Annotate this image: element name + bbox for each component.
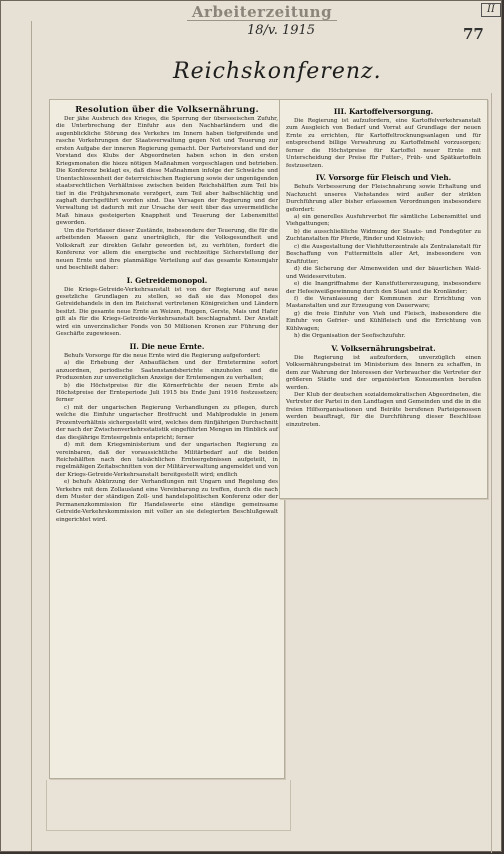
section-2-title: II. Die neue Ernte. [129,341,205,351]
intro-paragraph: Der jähe Ausbruch des Krieges, die Sperrung der überseeischen Zufuhr, die Unterbrechung der Einfuhr aus den Nachbarländern und die augenblickliche Störung des Verkehrs im Innern haben tiefgreifende und rasche Vorkehrungen der Staatsverwaltung gegen Not und Teuerung zur ersten Aufgabe der inneren Regierung gemacht. Der Parteivorstand und der Vorstand des Klubs der Abgeordneten haben schon in den ersten Kriegsmonaten die hiezu nötigen Maßnahmen vorgeschlagen und betrieben. Die Konferenz beklagt es, daß diese Maßnahmen infolge der Schwäche und Unentschlossenheit der österreichischen Regierung sowie der ungenügenden staatsrechtlichen Verhältnisse zwischen beiden Reichshälften zum Teil bis tief in die Frühjahrsmonate verzögert, zum Teil aber halbschlächtig und zaghaft durchgeführt worden sind. Das Versagen der Regierung und der Verwaltung ist dadurch mit zur Ursache der weit über das unvermeidliche Maß hinaus gesteigerten Knappheit und Teuerung der Lebensmittel geworden. [56,116,278,227]
handwritten-date: 18/v. 1915 [247,23,316,38]
resolution-headline: Resolution über die Volksernährung. [75,104,259,114]
paper-edge-right [491,93,492,853]
corner-mark: II [481,3,501,17]
section-2-item-d: d) mit dem Kriegsministerium und der ungarischen Regierung zu vereinbaren, daß der voraussichtliche Militärbedarf auf die beiden Reichshälften nach den tatsächlichen Ernteergebnissen aufgeteilt, in regelmäßigen Zeitabschnitten von der Militärverwaltung angemeldet und von der Kriegs-Getreide-Verkehrsanstalt bereitgestellt wird; endlich [56,442,278,478]
section-4-item-e: e) die Inangriffnahme der Kunstfuttererzeugung, insbesondere der Hefeeiweißgewinnung durch den Staat und die Kronländer; [286,281,481,295]
newspaper-title: Arbeiterzeitung [187,3,337,21]
section-3-title: III. Kartoffelversorgung. [333,107,434,116]
handwritten-heading: Reichskonferenz. [173,59,382,84]
section-3-text: Die Regierung ist aufzufordern, eine Kartoffelverkehrsanstalt zum Ausgleich von Bedarf und Vorrat auf Grundlage der neuen Ernte zu errichten, für Kartoffeltrocknungsanlagen und für entsprechend billige Verwahrung zu Kartoffelmehl vorzusorgen; ferner die Höchstpreise für Kartoffel neuer Ernte mit Unterscheidung der Preise für Futter-, Früh- und Spätkartoffeln festzusetzen. [286,118,481,169]
section-4-item-c: c) die Ausgestaltung der Viehfutterzentrale als Zentralanstalt für Beschaffung von Futtermitteln aller Art, insbesondere von Kraftfutter; [286,243,481,265]
section-5-text-2: Der Klub der deutschen sozialdemokratischen Abgeordneten, die Vertreter der Partei in den Landtagen und Gemeinden und die in die freien Hilfsorganisationen und Beiräte berufenen Parteigenossen werden beauftragt, für die Durchführung dieser Beschlüsse einzutreten. [286,391,481,428]
section-4-item-a: a) ein generelles Ausfuhrverbot für sämtliche Lebensmittel und Viehgattungen; [286,213,481,228]
section-4-item-h: h) die Organisation der Seefischzufuhr. [294,333,406,340]
section-4-intro: Behufs Verbesserung der Fleischnahrung sowie Erhaltung und Nachzucht unseres Viehstandes wird außer der strikten Durchführung aller bisher erlassenen Verordnungen insbesondere gefordert: [286,184,481,213]
section-4-item-b: b) die ausschließliche Widmung der Staats- und Fondsgüter zu Zuchtanstalten für Pferde, Rinder und Kleinvieh; [286,228,481,243]
section-1-title: I. Getreidemonopol. [126,275,208,285]
section-2-item-a: a) die Erhebung der Anbauflächen und der Erntetermine sofort anzuordnen, periodische Saatenstandsberichte einzuholen und die Produzenten zur unverzüglichen Anzeige der Erntemengen zu verhalten; [56,360,278,382]
section-2-item-e: e) behufs Abkürzung der Verhandlungen mit Ungarn und Regelung des Verkehrs mit dem Zollausland eine Vereinbarung zu treffen, durch die nach dem Muster der ständigen Zoll- und handelspolitischen Konferenz oder der Permanenzkommission für Handelswerte eine ständige gemeinsame Getreide-Verkehrskommission mit voller an sie delegierten Beschlußgewalt eingerichtet wird. [56,479,278,523]
clipping-right-column [279,99,488,499]
paper-edge-left [31,21,32,851]
section-2-item-c: c) mit der ungarischen Regierung Verhandlungen zu pflegen, durch welche die Einfuhr ungarischer Brotfrucht und Mahlprodukte in jenem Prozentverhältnis sichergestellt wird, welches dem fünfjährigen Durchschnitt der nach der Zwischenverkehrsstatistik eingeführten Mengen im Hinblick auf das diesjährige Ernteergebnis entspricht; ferner [56,404,278,441]
section-4-title: IV. Vorsorge für Fleisch und Vieh. [315,173,452,183]
page-number: 77 [463,25,484,43]
section-2-item-b: b) die Höchstpreise für die Körnerfrüchte der neuen Ernte als Höchstpreise der Ernteperiode Juli 1915 bis Ende Juni 1916 festzusetzen; ferner [56,382,278,404]
section-4-item-g: g) die freie Einfuhr von Vieh und Fleisch, insbesondere die Einfuhr von Gefrier- und Kühlfleisch und die Errichtung von Kühlwagen; [286,310,481,332]
section-1-text: Die Kriegs-Getreide-Verkehrsanstalt ist von der Regierung auf neue gesetzliche Grundlagen zu stellen, so daß sie das Monopol des Getreidehandels in den im Reichsrat vertretenen Königreichen und Ländern besitzt. Die gesamte neue Ernte an Weizen, Roggen, Gerste, Mais und Hafer gilt als für die Kriegs-Getreide-Verkehrsanstalt beschlagnahmt. Der Anstalt wird ein unverzinslicher Fonds von 50 Millionen Kronen zur Führung der Geschäfte zugewiesen. [56,286,278,338]
section-4-item-f: f) die Veranlassung der Kommunen zur Errichtung von Mastanstalten und zur Erzeugung von Dauerware; [286,295,481,310]
clipping-left-column [49,99,285,779]
section-5-text: Die Regierung ist aufzufordern, unverzüglich einen Volksernährungsbeirat im Ministerium des Innern zu schaffen, in dem zur Wahrung der Interessen der Verbraucher die Vertreter der größeren Städte und der organisierten Konsumenten berufen werden. [286,354,481,391]
section-5-title: V. Volksernährungsbeirat. [331,343,436,353]
section-4-item-d: d) die Sicherung der Almenweiden und der bäuerlichen Wald- und Weideservituten. [286,266,481,280]
section-2-intro: Behufs Vorsorge für die neue Ernte wird die Regierung aufgefordert: [64,352,261,359]
paragraph-2: Um die Fortdauer dieser Zustände, insbesondere der Teuerung, die für die arbeitenden Massen ganz unerträglich, für die Volksgesundheit und Volkskraft zur direkten Gefahr geworden ist, zu verhüten, fordert die Konferenz vor allem die energische und rechtzeitige Sicherstellung der neuen Ernte und ihre planmäßige Verteilung auf das gesamte Konsumjahr und beschließt daher: [56,227,278,272]
